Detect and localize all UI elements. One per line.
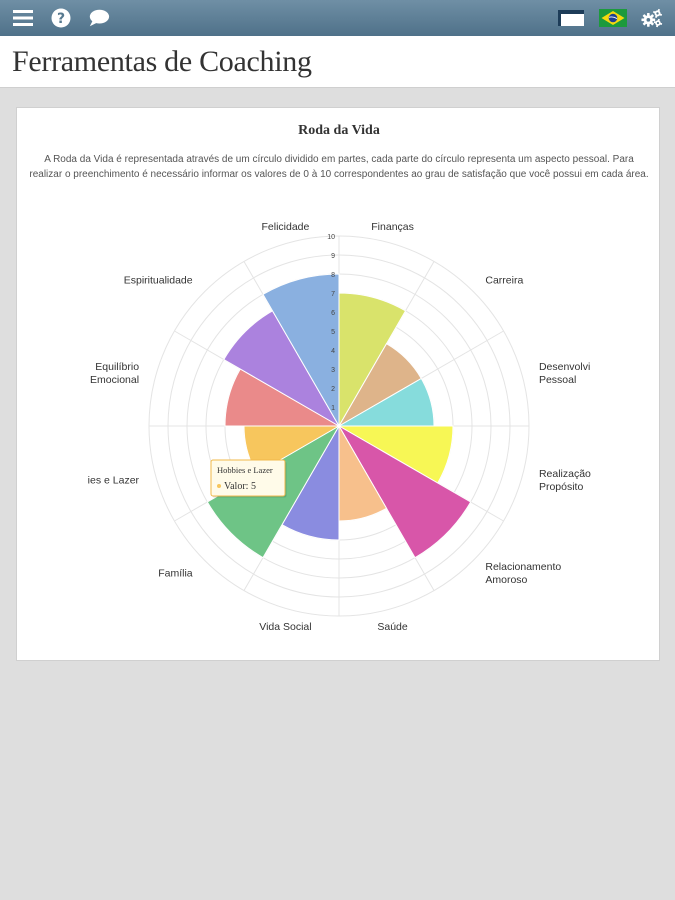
- chart-tooltip: [211, 460, 287, 498]
- category-label-line: Carreira: [485, 274, 524, 287]
- page-title: Ferramentas de Coaching: [12, 45, 312, 78]
- category-label: [485, 275, 523, 287]
- card-description: A Roda da Vida é representada através de um círculo dividido em partes, cada parte do círculo representa um aspecto pessoal. Para realizar o preenchimento é necessário informar os valores de 0 à 10 correspondentes ao grau de satisfação que você possui em cada área.: [29, 154, 649, 180]
- category-label-line: Vida Social: [259, 620, 312, 633]
- category-label: [371, 221, 414, 233]
- card-title: Roda da Vida: [298, 123, 380, 138]
- wheel-of-life-card: [16, 107, 660, 661]
- settings-icon[interactable]: [641, 7, 663, 29]
- category-label: [88, 475, 140, 487]
- page-header: [0, 36, 675, 88]
- window-icon[interactable]: [557, 7, 585, 29]
- brazil-flag-icon[interactable]: [599, 7, 627, 29]
- radial-tick-label: 8: [331, 272, 335, 279]
- category-label-line: Saúde: [377, 620, 408, 633]
- category-label: [261, 221, 309, 233]
- radial-tick-label: 2: [331, 386, 335, 393]
- category-label: [539, 361, 590, 386]
- toolbar-right-group: [557, 7, 663, 29]
- category-label-line: Pessoal: [538, 373, 577, 386]
- category-label-line: ies e Lazer: [87, 474, 140, 487]
- radial-tick-label: 3: [331, 367, 335, 374]
- category-label: [485, 561, 561, 586]
- category-label: [158, 567, 193, 579]
- tooltip-title: Hobbies e Lazer: [217, 465, 273, 475]
- category-label-line: Família: [158, 567, 193, 580]
- radial-tick-label: 1: [331, 405, 335, 412]
- radial-tick-label: 9: [331, 253, 335, 260]
- radial-tick-label: 6: [331, 310, 335, 317]
- category-label: [90, 361, 139, 386]
- category-label: [259, 621, 311, 633]
- category-label: [377, 621, 408, 633]
- category-label: [124, 275, 193, 287]
- tooltip-marker: [217, 484, 221, 488]
- category-label-line: Amoroso: [485, 573, 528, 586]
- category-label-line: Propósito: [538, 481, 584, 494]
- menu-icon[interactable]: [12, 7, 34, 29]
- category-label-line: Relacionamento: [485, 560, 562, 573]
- category-label-line: Desenvolvi: [538, 360, 591, 373]
- toolbar-left-group: [12, 7, 110, 29]
- top-toolbar: [0, 0, 675, 36]
- chat-icon[interactable]: [88, 7, 110, 29]
- category-label-line: Felicidade: [261, 221, 310, 234]
- radial-tick-label: 7: [331, 291, 335, 298]
- wedges: [207, 274, 470, 558]
- category-label-line: Finanças: [371, 221, 414, 234]
- category-label-line: Emocional: [90, 373, 140, 386]
- help-icon[interactable]: [50, 7, 72, 29]
- radial-tick-label: 5: [331, 329, 335, 336]
- category-label-line: Realização: [538, 468, 591, 481]
- radial-tick-label: 10: [327, 234, 335, 241]
- category-label-line: Equilíbrio: [95, 360, 140, 373]
- polar-area-chart[interactable]: [17, 108, 661, 662]
- radial-tick-label: 4: [331, 348, 335, 355]
- category-label: [539, 468, 591, 493]
- tooltip-value: Valor: 5: [224, 481, 256, 492]
- svg-text:?: ?: [56, 11, 66, 27]
- category-label-line: Espiritualidade: [123, 274, 193, 287]
